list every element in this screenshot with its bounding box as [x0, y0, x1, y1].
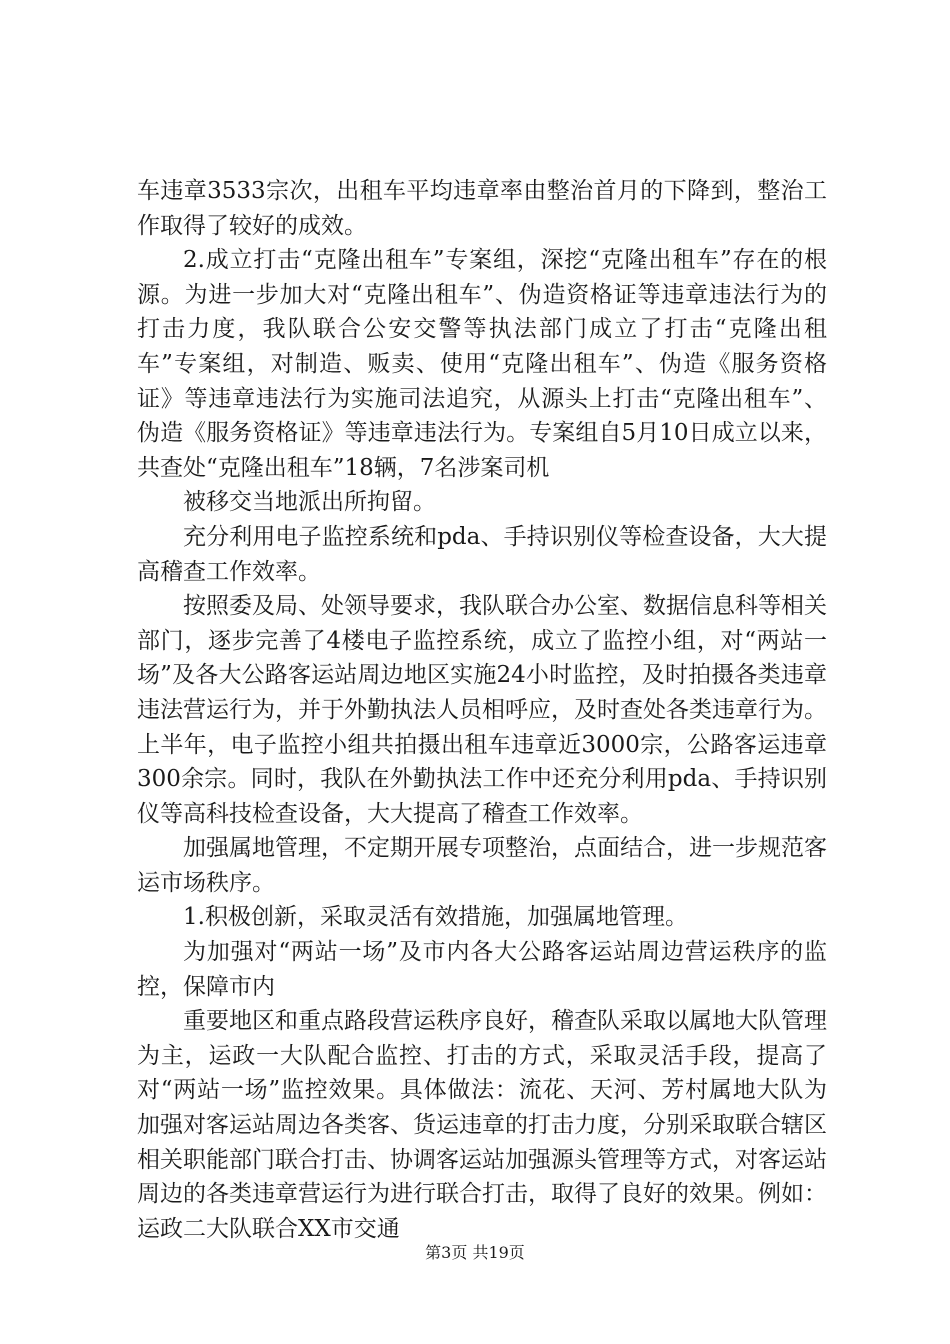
paragraph-3: 被移交当地派出所拘留。: [183, 489, 436, 516]
paragraph-6: 加强属地管理，不定期开展专项整治，点面结合，进一步规范客运市场秩序。: [137, 835, 827, 896]
paragraph-2: 2.成立打击“克隆出租车”专案组，深挖“克隆出租车”存在的根源。为进一步加大对“克隆出租车”、伪造资格证等违章违法行为的打击力度，我队联合公安交警等执法部门成立了打击“克隆出租车”专案组，对制造、贩卖、使用“克隆出租车”、伪造《服务资格证》等违章违法行为实施司法追究，从源头上打击“克隆出租车”、伪造《服务资格证》等违章违法行为。专案组自5月10日成立以来，共查处“克隆出租车”18辆，7名涉案司机: [137, 247, 827, 481]
paragraph-7: 1.积极创新，采取灵活有效措施，加强属地管理。: [183, 904, 688, 931]
paragraph-9: 重要地区和重点路段营运秩序良好，稽查队采取以属地大队管理为主，运政一大队配合监控、打击的方式，采取灵活手段，提高了对“两站一场”监控效果。具体做法：流花、天河、芳村属地大队为加强对客运站周边各类客、货运违章的打击力度，分别采取联合辖区相关职能部门联合打击、协调客运站加强源头管理等方式，对客运站周边的各类违章营运行为进行联合打击，取得了良好的效果。例如：运政二大队联合XX市交通: [137, 1008, 827, 1242]
paragraph-5: 按照委及局、处领导要求，我队联合办公室、数据信息科等相关部门，逐步完善了4楼电子监控系统，成立了监控小组，对“两站一场”及各大公路客运站周边地区实施24小时监控，及时拍摄各类违章违法营运行为，并于外勤执法人员相呼应，及时查处各类违章行为。上半年，电子监控小组共拍摄出租车违章近3000宗，公路客运违章300余宗。同时，我队在外勤执法工作中还充分利用pda、手持识别仪等高科技检查设备，大大提高了稽查工作效率。: [137, 593, 827, 827]
page-footer: 第3页 共19页: [425, 1243, 525, 1262]
paragraph-8: 为加强对“两站一场”及市内各大公路客运站周边营运秩序的监控，保障市内: [137, 939, 827, 1000]
document-body: [137, 174, 827, 1246]
paragraph-4: 充分利用电子监控系统和pda、手持识别仪等检查设备，大大提高稽查工作效率。: [137, 523, 827, 585]
paragraph-1: 车违章3533宗次，出租车平均违章率由整治首月的下降到，整治工作取得了较好的成效。: [137, 178, 827, 239]
